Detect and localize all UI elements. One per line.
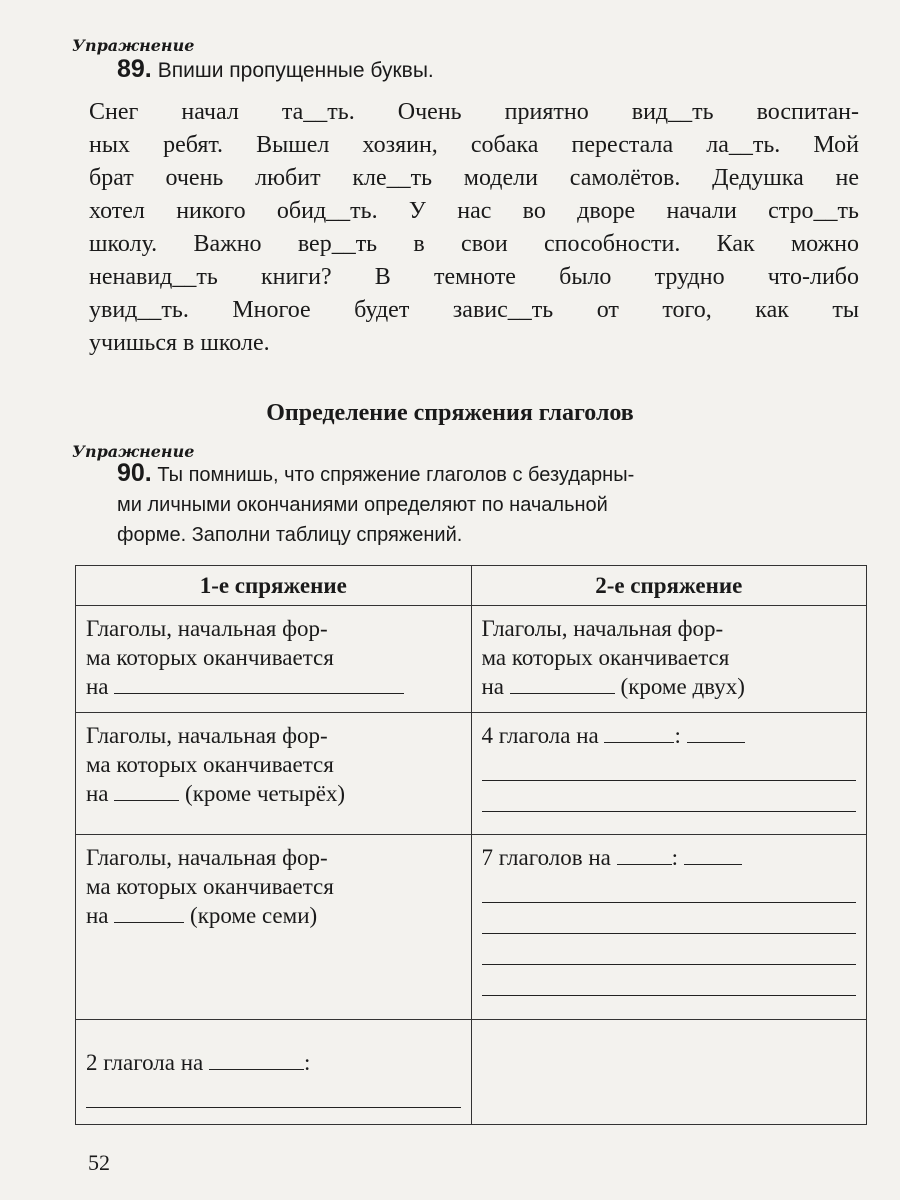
exercise-number: 89. <box>117 55 152 83</box>
text-line: увид__ть. Многое будет завис__ть от того, как ты <box>89 297 859 323</box>
cell <box>76 1020 472 1125</box>
cell-text: на <box>86 903 109 928</box>
cell-text: на <box>86 781 109 806</box>
answer-line[interactable] <box>482 965 857 996</box>
page-number: 52 <box>88 1150 110 1175</box>
exercise-90-text <box>117 458 867 550</box>
cell <box>471 713 867 835</box>
text-line: ненавид__ть книги? В темноте было трудно что-либо <box>89 264 859 290</box>
cell <box>471 606 867 713</box>
cell <box>76 713 472 835</box>
cell <box>76 835 472 1020</box>
answer-blank[interactable] <box>114 780 179 801</box>
answer-line[interactable] <box>482 872 857 903</box>
answer-line[interactable] <box>482 781 857 812</box>
answer-blank[interactable] <box>209 1049 304 1070</box>
answer-blank[interactable] <box>114 673 404 694</box>
text-line: ми личными окончаниями определяют по начальной <box>117 494 608 516</box>
answer-blank[interactable] <box>684 844 742 865</box>
answer-line[interactable] <box>86 1077 461 1108</box>
answer-line[interactable] <box>482 750 857 781</box>
cell-text: Глаголы, начальная фор- <box>86 845 328 870</box>
cell-text: ма которых оканчивается <box>86 874 334 899</box>
text-line: брат очень любит кле__ть модели самолётов. Дедушка не <box>89 165 859 191</box>
conjugation-table <box>75 565 867 1125</box>
text-line: учишься в школе. <box>89 330 270 356</box>
cell-text: на <box>86 674 109 699</box>
cell-text: 7 глаголов на <box>481 845 611 870</box>
text-line: Ты помнишь, что спряжение глаголов с безударны- <box>157 464 635 486</box>
cell-text: (кроме четырёх) <box>185 781 346 806</box>
exercise-instruction: Впиши пропущенные буквы. <box>157 59 434 82</box>
cell-text: 4 глагола на <box>481 723 599 748</box>
cell-text: Глаголы, начальная фор- <box>86 723 328 748</box>
section-title: Определение спряжения глаголов <box>266 400 634 426</box>
answer-blank[interactable] <box>617 844 672 865</box>
cell-text: Глаголы, начальная фор- <box>481 616 724 641</box>
exercise-89-title <box>117 55 434 84</box>
exercise-number: 90. <box>117 459 152 487</box>
exercise-90-label: Упражнение <box>72 442 195 461</box>
cell-text: ма которых оканчивается <box>86 645 334 670</box>
text-line: хотел никого обид__ть. У нас во дворе начали стро__ть <box>89 198 859 224</box>
cell-text: на <box>481 674 505 699</box>
answer-line[interactable] <box>482 903 857 934</box>
cell-text: ма которых оканчивается <box>86 752 334 777</box>
text-line: школу. Важно вер__ть в свои способности. Как можно <box>89 231 859 257</box>
cell-text: 2 глагола на <box>86 1050 204 1075</box>
answer-blank[interactable] <box>604 722 674 743</box>
exercise-89-label: Упражнение <box>72 36 195 55</box>
header-second-conjugation: 2-е спряжение <box>471 566 867 606</box>
cell-text: Глаголы, начальная фор- <box>86 616 328 641</box>
header-first-conjugation: 1-е спряжение <box>76 566 472 606</box>
cell-text: (кроме двух) <box>620 674 745 699</box>
text-line: форме. Заполни таблицу спряжений. <box>117 524 463 546</box>
cell <box>76 606 472 713</box>
cell-text: ма которых оканчивается <box>481 645 730 670</box>
answer-blank[interactable] <box>114 902 184 923</box>
answer-blank[interactable] <box>687 722 745 743</box>
answer-line[interactable] <box>482 934 857 965</box>
cell-text: : <box>303 1050 311 1075</box>
empty-cell <box>471 1020 867 1125</box>
cell-text: (кроме семи) <box>190 903 318 928</box>
text-line: Снег начал та__ть. Очень приятно вид__ть воспитан- <box>89 99 859 125</box>
cell-text: : <box>674 723 681 748</box>
cell-text: : <box>671 845 679 870</box>
cell <box>471 835 867 1020</box>
exercise-89-text <box>89 96 859 360</box>
answer-blank[interactable] <box>510 673 615 694</box>
text-line: ных ребят. Вышел хозяин, собака перестала ла__ть. Мой <box>89 132 859 158</box>
